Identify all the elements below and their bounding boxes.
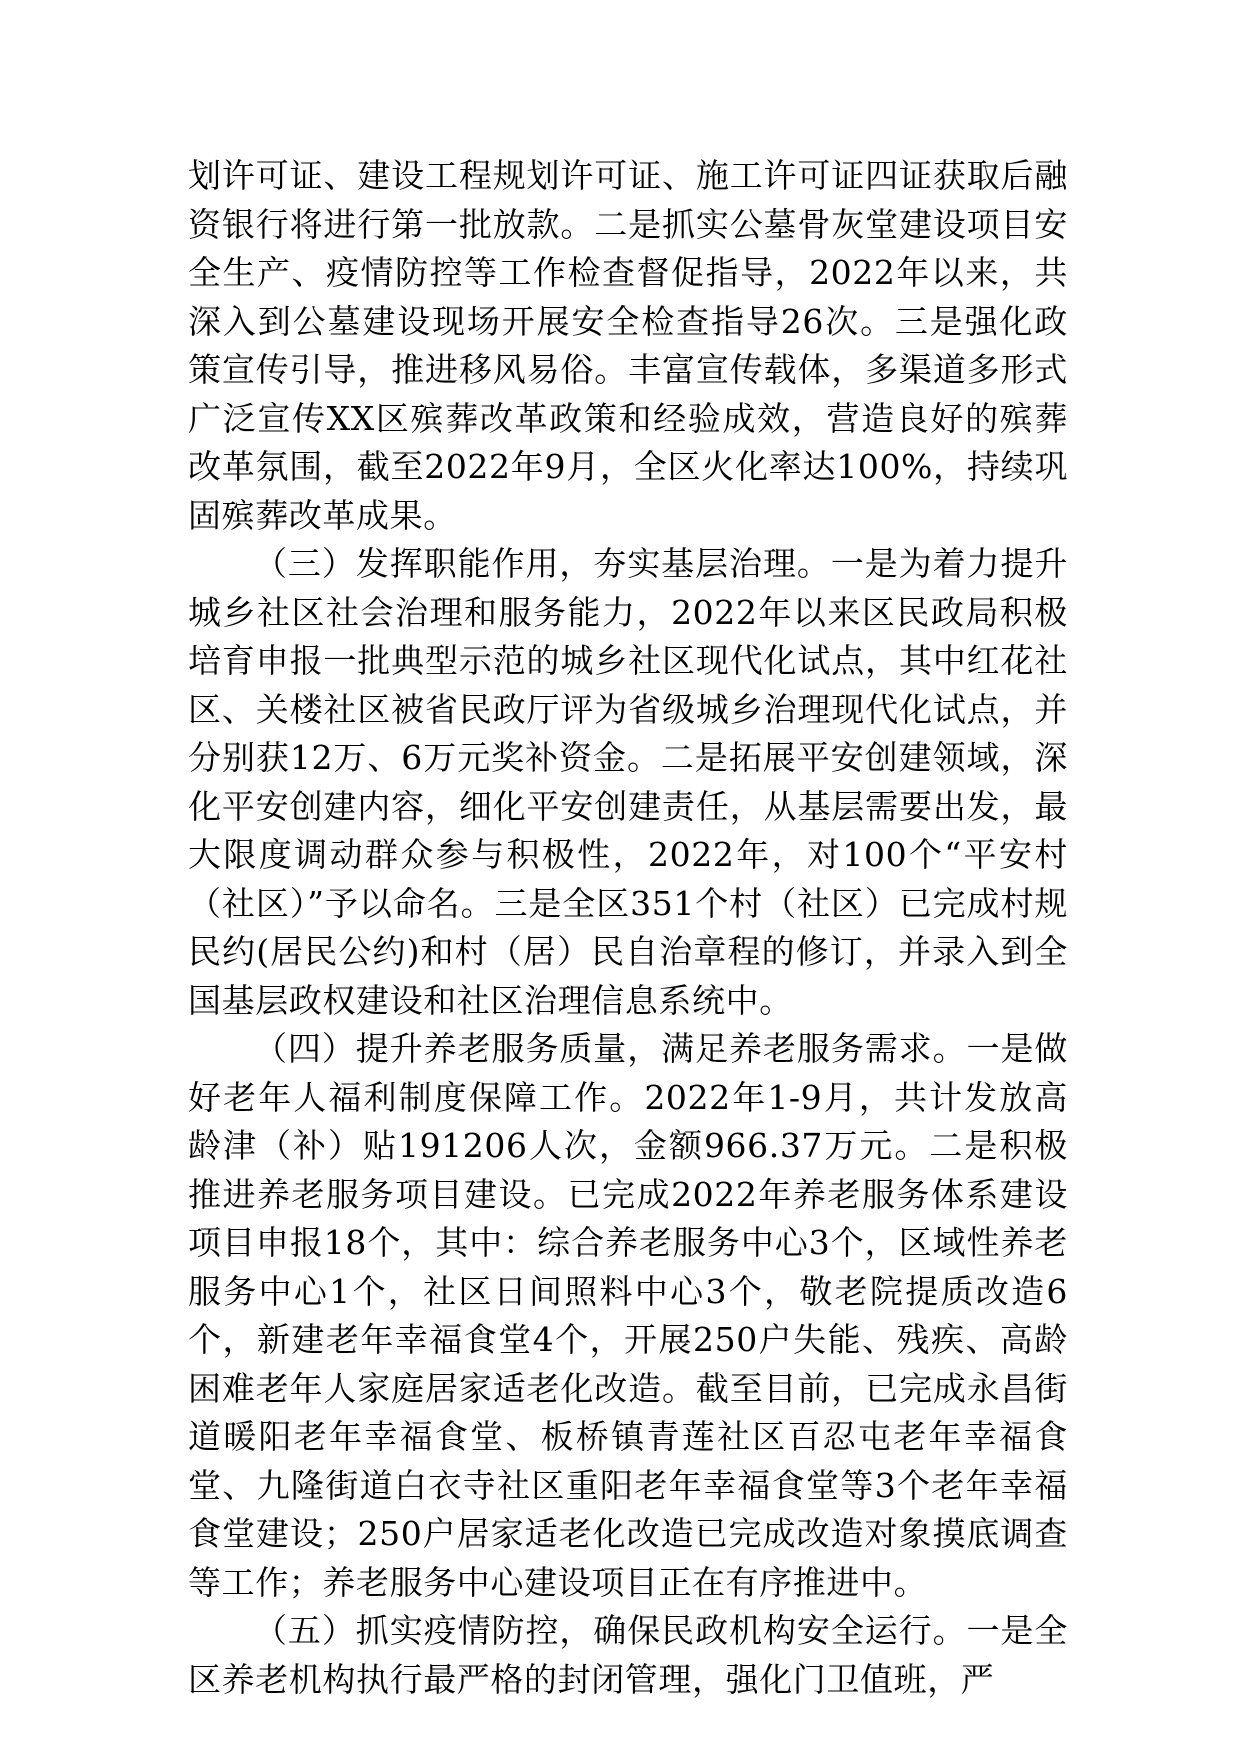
paragraph-section-three: （三）发挥职能作用，夯实基层治理。一是为着力提升城乡社区社会治理和服务能力，2022年以来区民政局积极培育申报一批典型示范的城乡社区现代化试点，其中红花社区、关楼社区被省民政厅评为省级城乡治理现代化试点，并分别获12万、6万元奖补资金。二是拓展平安创建领域，深化平安创建内容，细化平安创建责任，从基层需要出发，最大限度调动群众参与积极性，2022年，对100个“平安村（社区）”予以命名。三是全区351个村（社区）已完成村规民约(居民公约)和村（居）民自治章程的修订，并录入到全国基层政权建设和社区治理信息系统中。: [188, 544, 1068, 1020]
paragraph-continuation: 划许可证、建设工程规划许可证、施工许可证四证获取后融资银行将进行第一批放款。二是抓实公墓骨灰堂建设项目安全生产、疫情防控等工作检查督促指导，2022年以来，共深入到公墓建设现场开展安全检查指导26次。三是强化政策宣传引导，推进移风易俗。丰富宣传载体，多渠道多形式广泛宣传XX区殡葬改革政策和经验成效，营造良好的殡葬改革氛围，截至2022年9月，全区火化率达100%，持续巩固殡葬改革成果。: [188, 156, 1068, 535]
paragraph-section-four: （四）提升养老服务质量，满足养老服务需求。一是做好老年人福利制度保障工作。2022年1-9月，共计发放高龄津（补）贴191206人次，金额966.37万元。二是积极推进养老服务项目建设。已完成2022年养老服务体系建设项目申报18个，其中：综合养老服务中心3个，区域性养老服务中心1个，社区日间照料中心3个，敬老院提质改造6个，新建老年幸福食堂4个，开展250户失能、残疾、高龄困难老年人家庭居家适老化改造。截至目前，已完成永昌街道暖阳老年幸福食堂、板桥镇青莲社区百忍屯老年幸福食堂、九隆街道白衣寺社区重阳老年幸福食堂等3个老年幸福食堂建设；250户居家适老化改造已完成改造对象摸底调查等工作；养老服务中心建设项目正在有序推进中。: [188, 1029, 1068, 1602]
paragraph-section-five: （五）抓实疫情防控，确保民政机构安全运行。一是全区养老机构执行最严格的封闭管理，强化门卫值班，严: [188, 1611, 1068, 1699]
document-body: [188, 152, 1068, 1704]
